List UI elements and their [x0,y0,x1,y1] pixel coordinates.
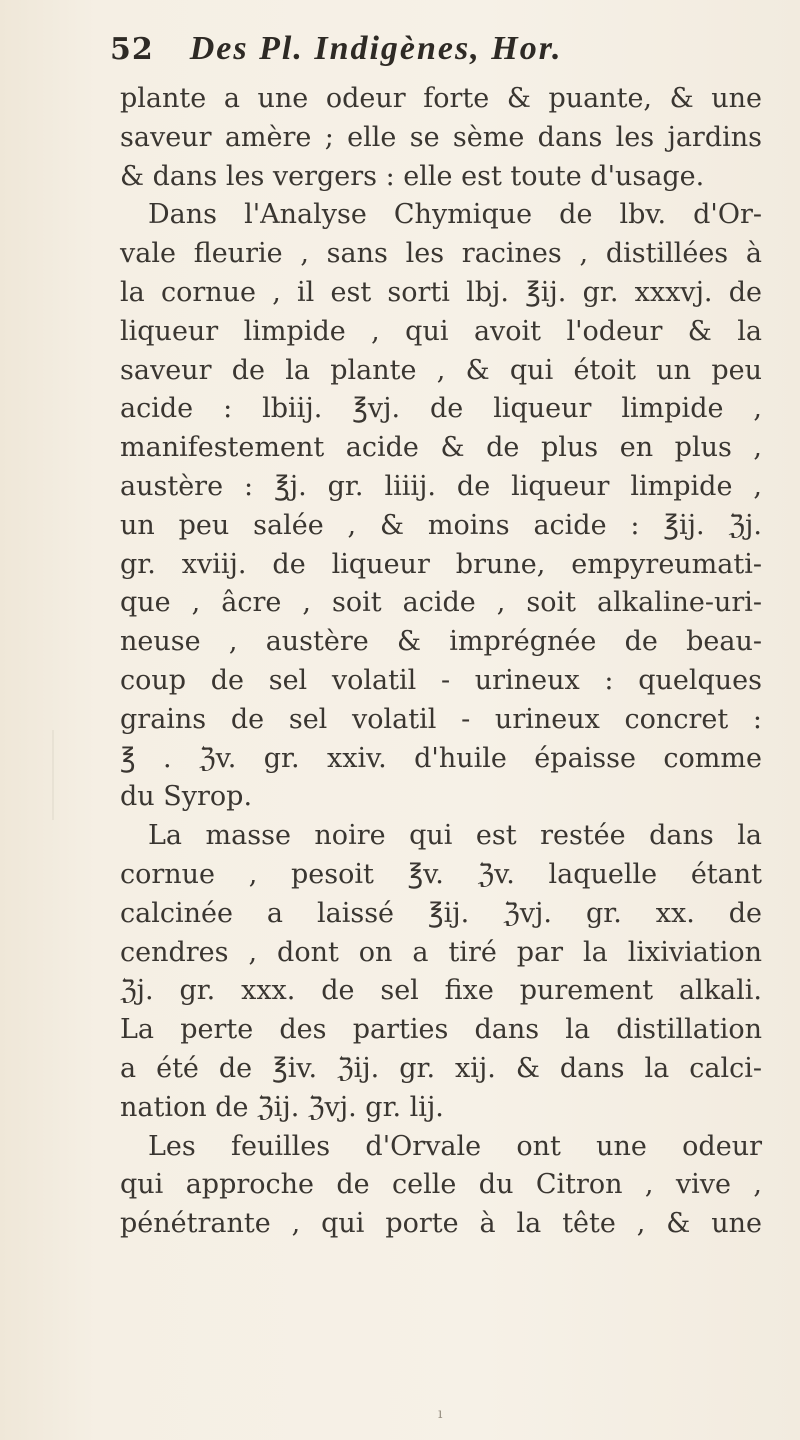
text-line: neuse , austère & imprégnée de beau- [120,626,762,658]
body-text [120,80,762,1244]
text-line: nation de ℨij. ℨvj. gr. lij. [120,1091,444,1123]
text-line: La masse noire qui est restée dans la [148,820,762,852]
text-line: un peu salée , & moins acide : ℥ij. ℨj. [120,509,762,541]
text-line: du Syrop. [120,781,253,813]
page-header [110,30,760,74]
text-line: cornue , pesoit ℥v. ℨv. laquelle étant [120,858,762,890]
text-line: & dans les vergers : elle est toute d'usage. [120,160,705,192]
text-line: saveur de la plante , & qui étoit un peu [120,354,762,386]
text-line: coup de sel volatil - urineux : quelques [120,664,762,696]
text-line: plante a une odeur forte & puante, & une [120,83,762,114]
text-line: que , âcre , soit acide , soit alkaline-uri- [120,587,762,619]
paper-blemish [52,730,54,820]
text-line: ℨj. gr. xxx. de sel fixe purement alkali. [120,975,762,1007]
text-line: La perte des parties dans la distillation [120,1014,762,1046]
text-line: Dans l'Analyse Chymique de lbv. d'Or- [148,199,762,231]
text-line: austère : ℥j. gr. liiij. de liqueur limpide , [120,470,762,502]
running-title: Des Pl. Indigènes, Hor. [189,30,563,67]
footer-mark: ı [438,1406,443,1422]
text-line: pénétrante , qui porte à la tête , & une [120,1208,762,1240]
text-line: acide : lbiij. ℥vj. de liqueur limpide , [120,393,762,425]
text-line: manifestement acide & de plus en plus , [120,432,762,464]
text-line: gr. xviij. de liqueur brune, empyreumati- [120,548,762,580]
text-line: grains de sel volatil - urineux concret : [120,703,762,735]
text-line: vale fleurie , sans les racines , distillées à [120,238,762,270]
text-line: calcinée a laissé ℥ij. ℨvj. gr. xx. de [120,897,762,929]
text-line: saveur amère ; elle se sème dans les jardins [120,121,762,153]
text-line: Les feuilles d'Orvale ont une odeur [148,1130,762,1162]
text-line: qui approche de celle du Citron , vive , [120,1169,762,1201]
text-line: liqueur limpide , qui avoit l'odeur & la [120,315,762,347]
text-line: cendres , dont on a tiré par la lixiviation [120,936,762,968]
text-line: a été de ℥iv. ℨij. gr. xij. & dans la calci- [120,1052,762,1084]
page-number: 52 [110,32,154,67]
text-line: ℥ . ℨv. gr. xxiv. d'huile épaisse comme [120,742,762,774]
text-line: la cornue , il est sorti lbj. ℥ij. gr. xxxvj. de [120,276,762,308]
